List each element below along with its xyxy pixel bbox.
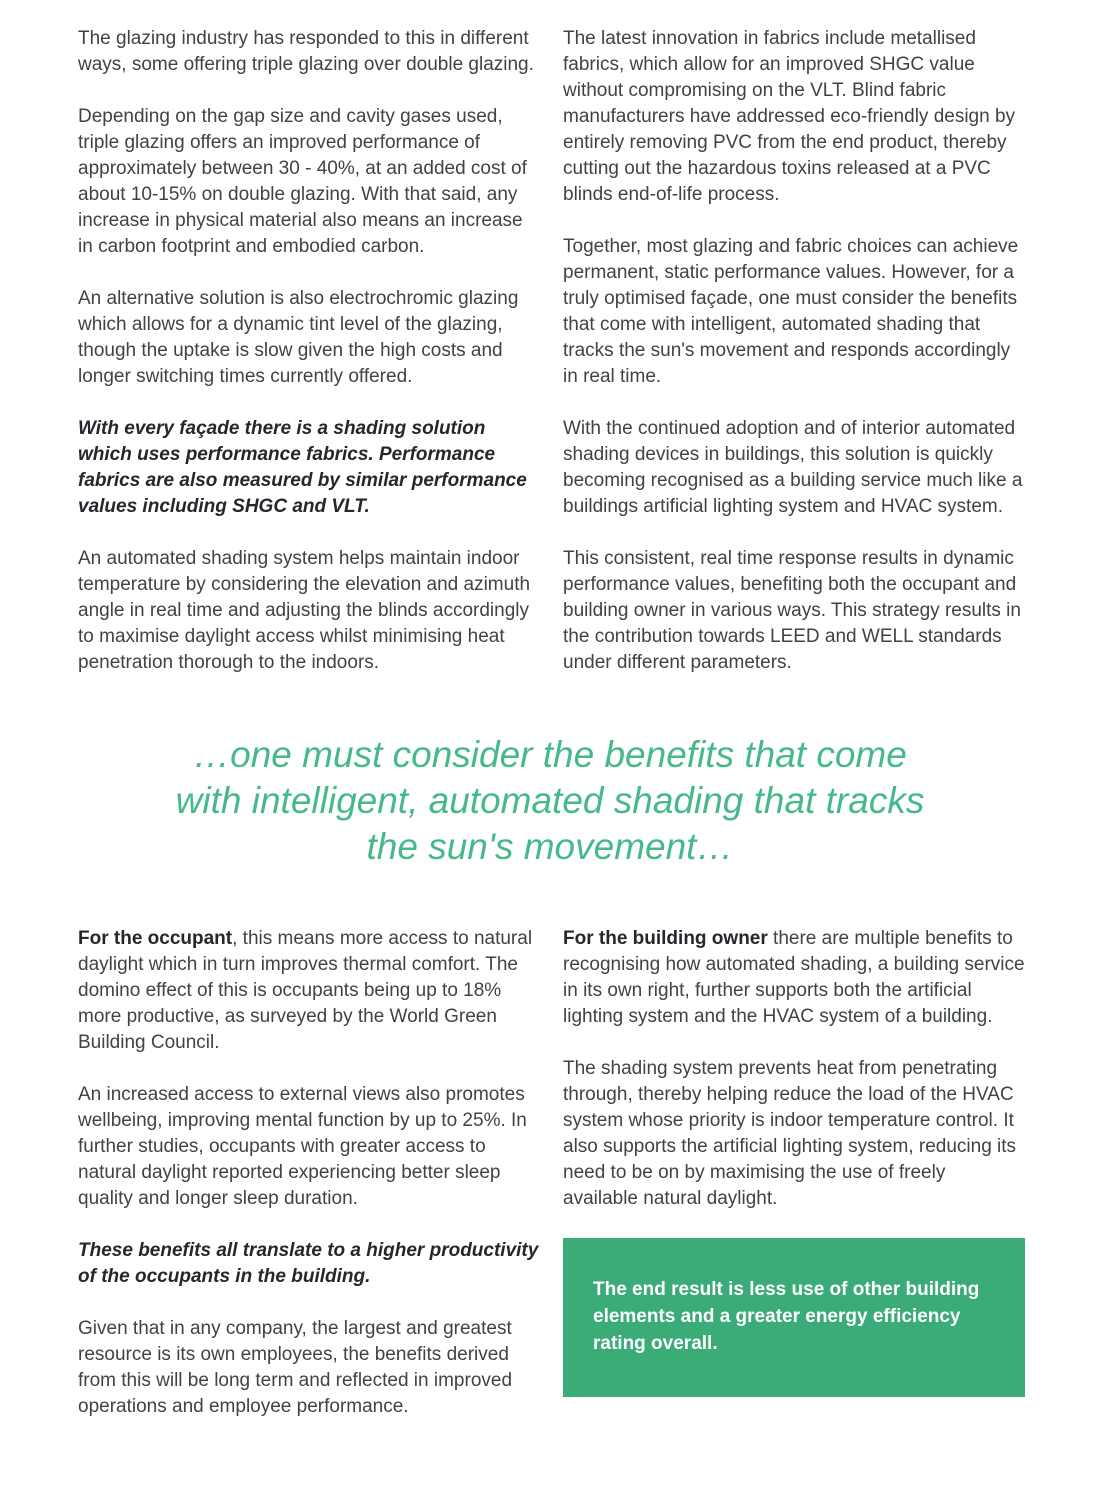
paragraph <box>563 926 1025 1030</box>
paragraph: An automated shading system helps maintain indoor temperature by considering the elevation and azimuth angle in real time and adjusting the blinds accordingly to maximise daylight access whilst minimising heat penetration thorough to the indoors. <box>78 548 531 673</box>
bottom-section <box>78 926 1025 1446</box>
paragraph: An alternative solution is also electrochromic glazing which allows for a dynamic tint level of the glazing, though the uptake is slow given the high costs and longer switching times currently offered. <box>78 288 519 387</box>
paragraph: Together, most glazing and fabric choices can achieve permanent, static performance values. However, for a truly optimised façade, one must consider the benefits that come with intelligent, automated shading that tracks the sun's movement and responds accordingly in real time. <box>563 236 1019 387</box>
paragraph: With the continued adoption and of interior automated shading devices in buildings, this solution is quickly becoming recognised as a building service much like a buildings artificial lighting system and HVAC system. <box>563 418 1023 517</box>
pull-quote <box>85 732 1015 870</box>
paragraph-lead: For the occupant <box>78 928 233 949</box>
bottom-left-column <box>78 926 540 1446</box>
paragraph: An increased access to external views also promotes wellbeing, improving mental function by up to 25%. In further studies, occupants with greater access to natural daylight reported experiencing better sleep quality and longer sleep duration. <box>78 1084 527 1209</box>
paragraph-rest: , this means more access to natural daylight which in turn improves thermal comfort. The domino effect of this is occupants being up to 18% more productive, as surveyed by the World Green Building Council. <box>78 928 533 1053</box>
callout-box <box>563 1238 1025 1397</box>
paragraph: The glazing industry has responded to this in different ways, some offering triple glazing over double glazing. <box>78 28 534 75</box>
pull-quote-line: with intelligent, automated shading that tracks <box>175 780 925 821</box>
callout-text: The end result is less use of other building elements and a greater energy efficiency rating overall. <box>593 1279 980 1354</box>
top-left-column <box>78 26 540 702</box>
emphasis-paragraph: These benefits all translate to a higher productivity of the occupants in the building. <box>78 1240 539 1287</box>
top-right-column <box>563 26 1025 702</box>
emphasis-paragraph: With every façade there is a shading solution which uses performance fabrics. Performance fabrics are also measured by similar performance values including SHGC and VLT. <box>78 418 527 517</box>
paragraph: This consistent, real time response results in dynamic performance values, benefiting both the occupant and building owner in various ways. This strategy results in the contribution towards LEED and WELL standards under different parameters. <box>563 548 1021 673</box>
paragraph: Depending on the gap size and cavity gases used, triple glazing offers an improved performance of approximately between 30 - 40%, at an added cost of about 10-15% on double glazing. With that said, any increase in physical material also means an increase in carbon footprint and embodied carbon. <box>78 106 527 257</box>
paragraph <box>78 926 540 1056</box>
paragraph: The shading system prevents heat from penetrating through, thereby helping reduce the load of the HVAC system whose priority is indoor temperature control. It also supports the artificial lighting system, reducing its need to be on by maximising the use of freely available natural daylight. <box>563 1058 1017 1209</box>
bottom-right-column <box>563 926 1025 1446</box>
paragraph-rest: there are multiple benefits to recognising how automated shading, a building service in its own right, further supports both the artificial lighting system and the HVAC system of a building. <box>563 928 1025 1027</box>
paragraph: The latest innovation in fabrics include metallised fabrics, which allow for an improved SHGC value without compromising on the VLT. Blind fabric manufacturers have addressed eco-friendly design by entirely removing PVC from the end product, thereby cutting out the hazardous toxins released at a PVC blinds end-of-life process. <box>563 28 1016 205</box>
paragraph-lead: For the building owner <box>563 928 768 949</box>
paragraph: Given that in any company, the largest and greatest resource is its own employees, the benefits derived from this will be long term and reflected in improved operations and employee performance. <box>78 1318 513 1417</box>
pull-quote-line: the sun's movement… <box>366 826 734 867</box>
top-section <box>78 26 1022 702</box>
pull-quote-line: …one must consider the benefits that come <box>193 734 907 775</box>
